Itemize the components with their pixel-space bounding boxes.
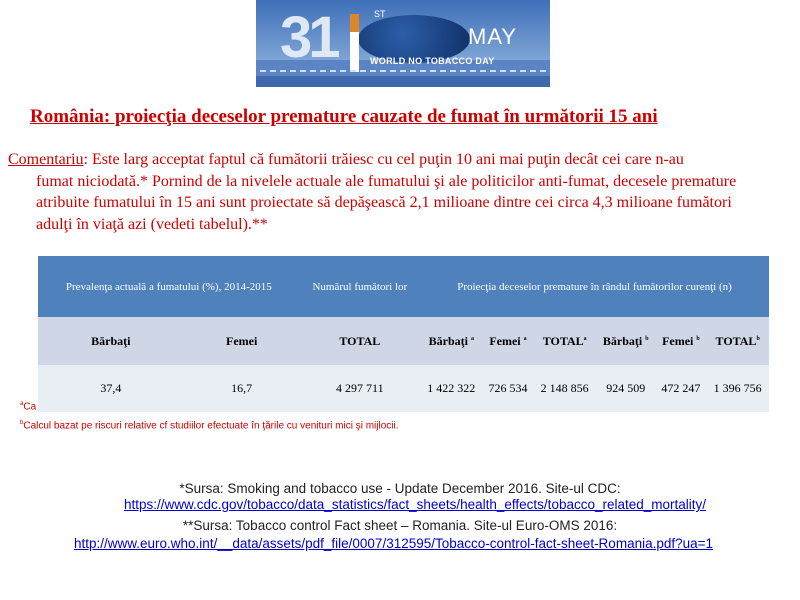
banner-footer-band bbox=[256, 76, 550, 87]
comment-label: Comentariu bbox=[8, 151, 84, 168]
subheader-cell: Bărbaţi bbox=[91, 333, 131, 348]
comment-text-rest: fumat niciodată.* Pornind de la nivelele actuale ale fumatului şi ale politicilor anti-fumat, decesele premature atribuite fumatului în 15 ani sunt proiectate să depăşească 2,1 milioane dintre cei circa 4,3 milioane fumători adulţi în viaţă azi (vedeti tabelul).** bbox=[36, 172, 737, 233]
table-cell: 924 509 bbox=[606, 381, 646, 395]
table-cell: 2 148 856 bbox=[540, 381, 589, 395]
deaths-projection-table bbox=[38, 256, 769, 412]
banner-superscript: ST bbox=[374, 9, 386, 19]
table-cell: 472 247 bbox=[661, 381, 701, 395]
table-cell: 4 297 711 bbox=[336, 381, 384, 395]
banner-month: MAY bbox=[468, 24, 518, 49]
banner-number: 31 bbox=[280, 5, 337, 70]
comment-paragraph bbox=[8, 149, 770, 235]
cigarette-filter bbox=[350, 14, 359, 32]
table-cell: 16,7 bbox=[231, 381, 253, 395]
source-who-link[interactable]: http://www.euro.who.int/__data/assets/pdf_file/0007/312595/Tobacco-control-fact-sheet-Romania.pdf?ua=1 bbox=[74, 536, 714, 551]
subheader-cell: TOTAL$^a$ bbox=[542, 333, 587, 348]
footnote-b: $^b$Calcul bazat pe riscuri relative cf studiilor efectuate în ţările cu venituri mici şi mijlocii. bbox=[20, 420, 399, 432]
table-header-row bbox=[38, 256, 769, 317]
table-row bbox=[38, 365, 769, 412]
table-cell: 37,4 bbox=[100, 381, 122, 395]
header-smokers-count: Numărul fumători lor bbox=[312, 280, 408, 293]
table-cell: 1 396 756 bbox=[713, 381, 762, 395]
source-cdc-link-row bbox=[0, 497, 800, 512]
cigarette-icon bbox=[350, 14, 359, 72]
footnote-a: $^a$Ca bbox=[20, 401, 37, 413]
source-cdc-text: *Sursa: Smoking and tobacco use - Update December 2016. Site-ul CDC: bbox=[179, 481, 621, 496]
table-cell: 726 534 bbox=[488, 381, 528, 395]
source-who-text: **Sursa: Tobacco control Fact sheet – Romania. Site-ul Euro-OMS 2016: bbox=[182, 518, 618, 533]
subheader-cell: Femei bbox=[226, 333, 258, 348]
comment-text-line1: : Este larg acceptat faptul că fumătorii trăiesc cu cel puţin 10 ani mai puţin decât cei care n-au bbox=[83, 151, 684, 168]
source-who-link-row bbox=[74, 536, 713, 551]
header-prevalence: Prevalenţa actuală a fumatului (%), 2014-2015 bbox=[65, 280, 272, 293]
banner-caption: WORLD NO TOBACCO DAY bbox=[370, 56, 495, 66]
subheader-cell: Femei $^a$ bbox=[489, 333, 527, 348]
world-no-tobacco-day-banner bbox=[256, 0, 550, 87]
subheader-cell: TOTAL$^b$ bbox=[715, 333, 760, 348]
source-cdc-link[interactable]: https://www.cdc.gov/tobacco/data_statistics/fact_sheets/health_effects/tobacco_related_mortality/ bbox=[123, 497, 707, 512]
subheader-cell: Bărbaţi $^a$ bbox=[428, 333, 474, 348]
page-title: România: proiecţia deceselor premature cauzate de fumat în următorii 15 ani bbox=[30, 106, 658, 127]
subheader-cell: TOTAL bbox=[339, 333, 381, 348]
subheader-cell: Femei $^b$ bbox=[662, 333, 700, 348]
subheader-cell: Bărbaţi $^b$ bbox=[602, 333, 649, 348]
banner-dashed-line bbox=[260, 70, 546, 72]
table-cell: 1 422 322 bbox=[427, 381, 476, 395]
header-projection: Proiecţia deceselor premature în rândul fumătorilor curenţi (n) bbox=[457, 280, 732, 293]
table-subheader-row bbox=[38, 317, 769, 365]
